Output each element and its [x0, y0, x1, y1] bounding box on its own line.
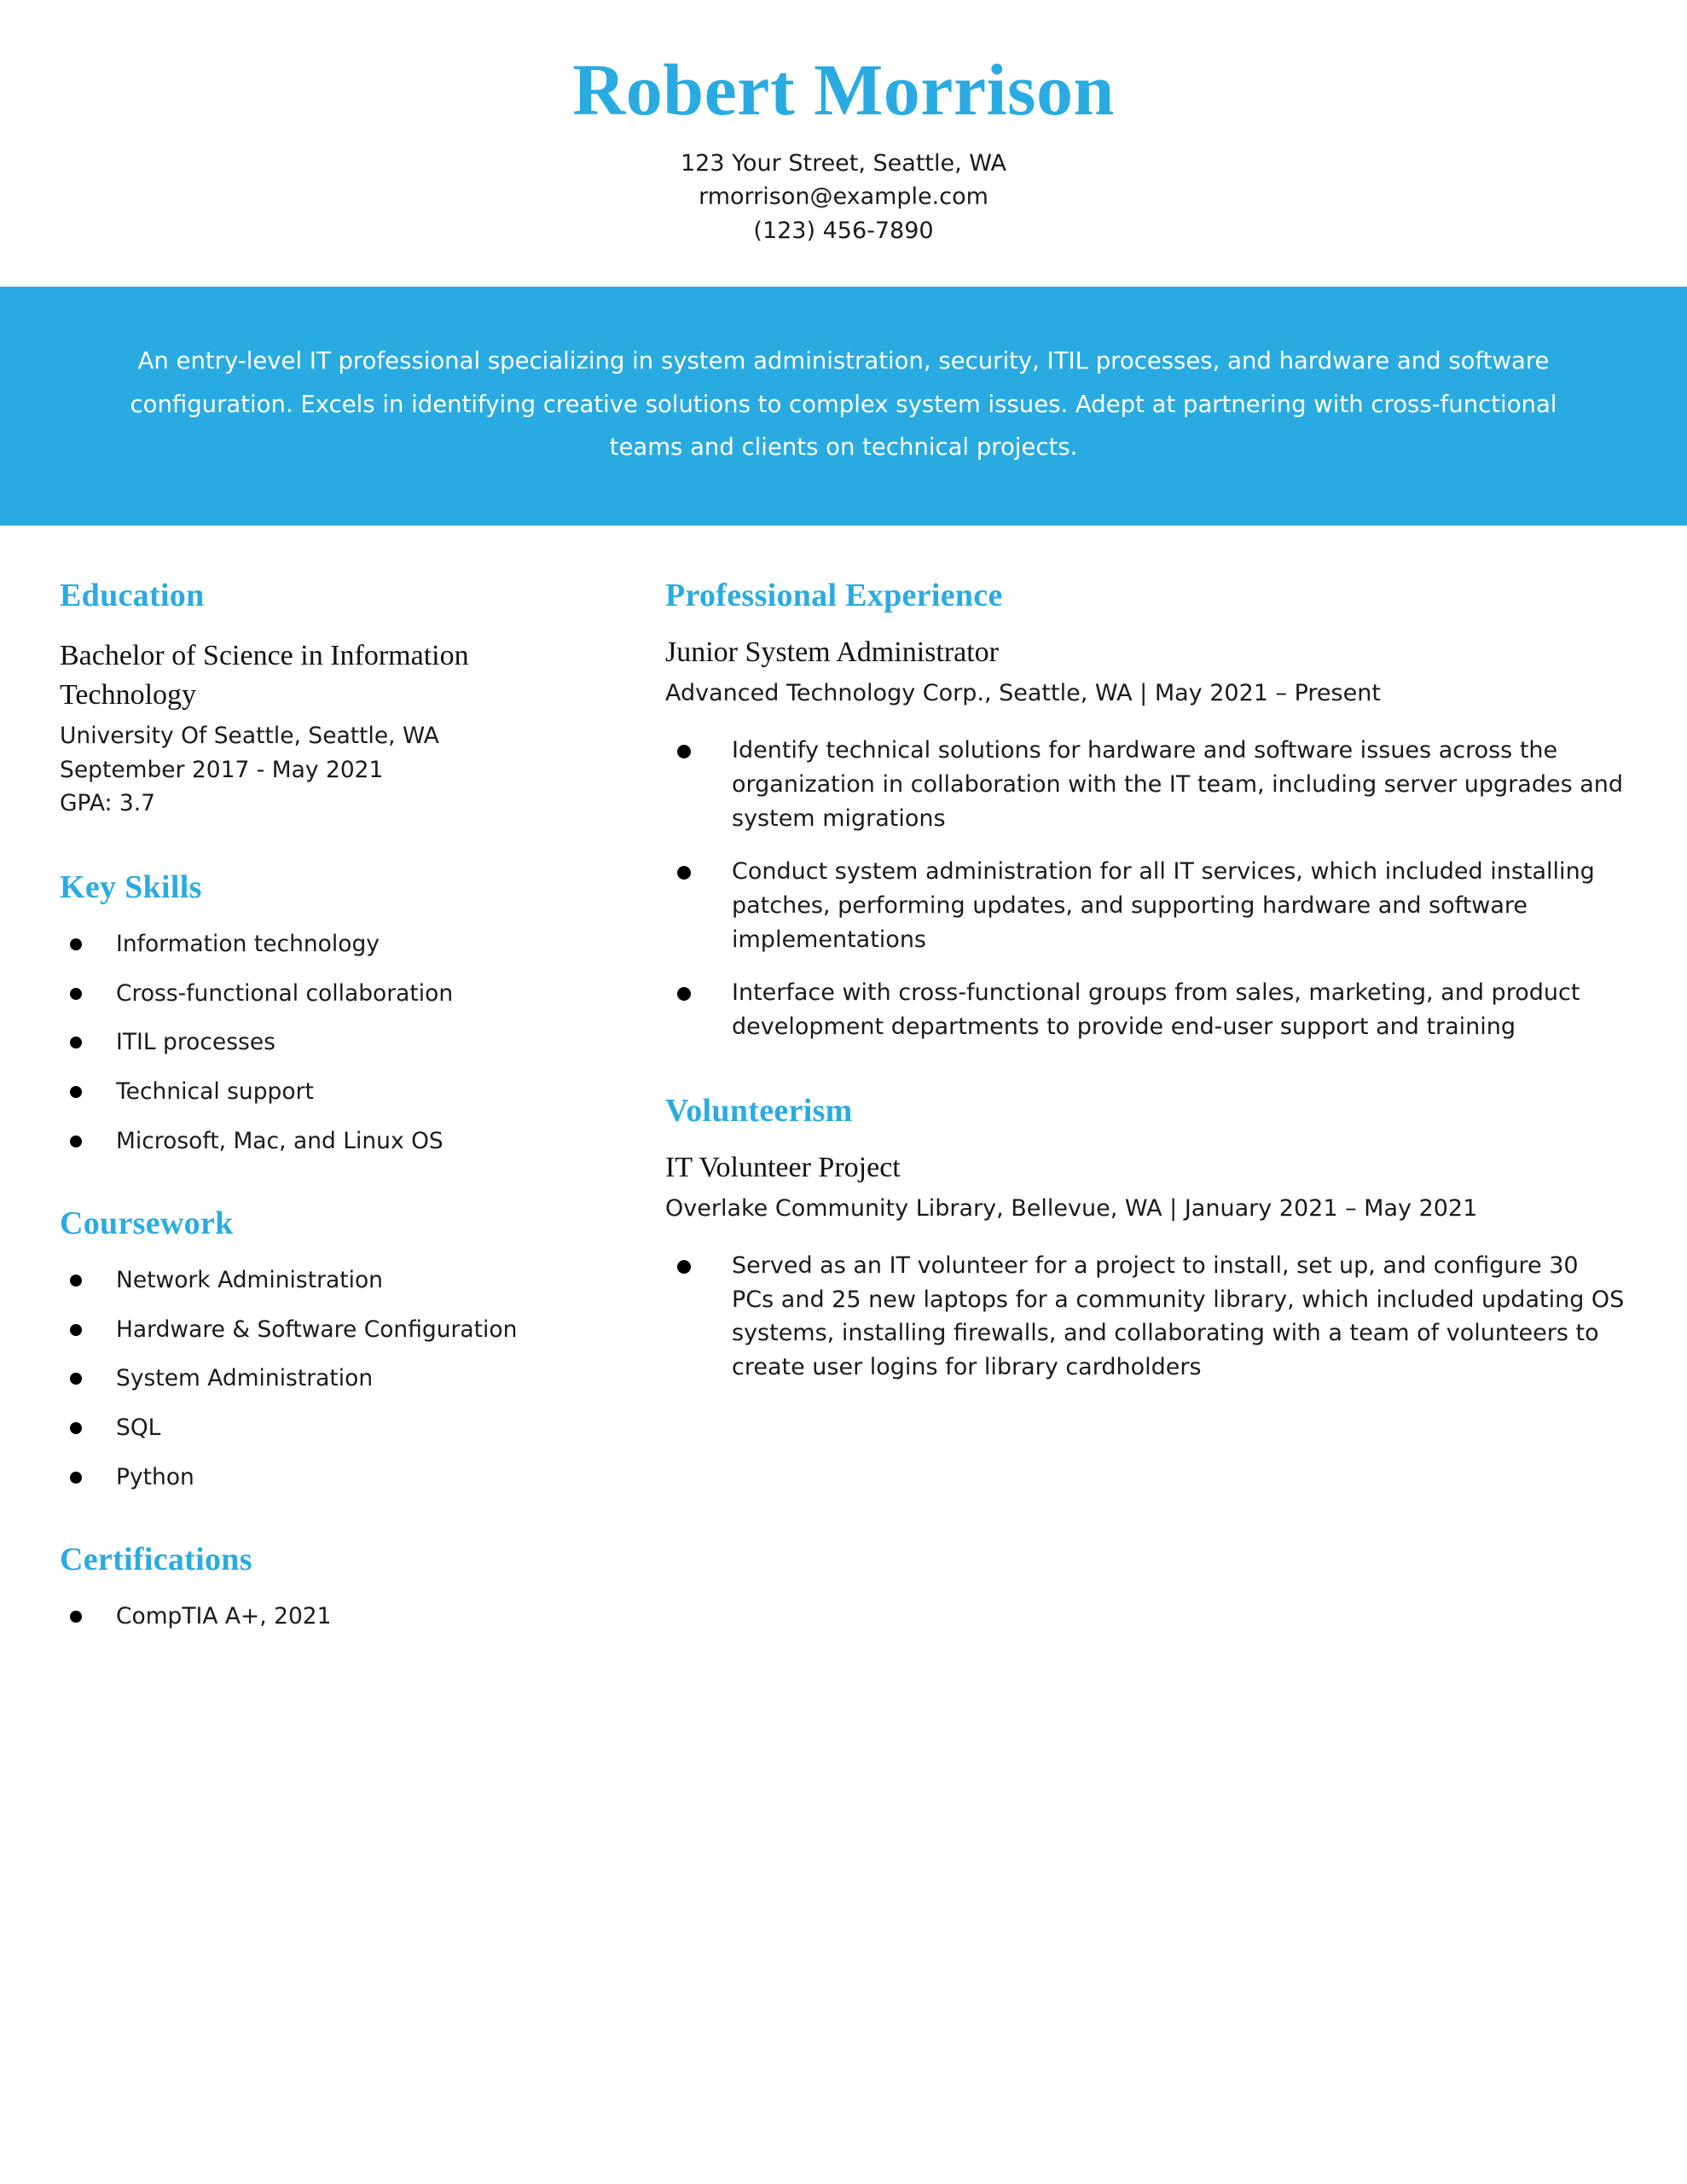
- section-coursework: [60, 1205, 580, 1493]
- list-item: Served as an IT volunteer for a project to install, set up, and configure 30 PCs and 25 new laptops for a community library, which included updating OS systems, installing firewalls, and collaborating with a team of volunteers to create user logins for library cardholders: [665, 1249, 1627, 1385]
- section-certifications: [60, 1541, 580, 1633]
- right-column: [606, 577, 1627, 1403]
- section-professional-experience: [665, 577, 1627, 1043]
- volunteer-bullets: [665, 1249, 1627, 1385]
- resume-header: [0, 0, 1687, 287]
- job-meta: Advanced Technology Corp., Seattle, WA | May 2021 – Present: [665, 680, 1381, 707]
- section-key-skills: [60, 868, 580, 1157]
- section-education: [60, 577, 580, 821]
- summary-text: An entry-level IT professional specializing in system administration, security, ITIL processes, and hardware and software configuration. Excels in identifying creative solutions to complex system issues. Adept at partnering with cross-functional teams and clients on technical projects.: [130, 346, 1557, 462]
- section-title-education: Education: [60, 578, 205, 614]
- contact-email[interactable]: rmorrison@example.com: [699, 183, 988, 211]
- contact-phone: (123) 456-7890: [753, 217, 934, 244]
- contact-block: [0, 147, 1687, 247]
- list-item: Python: [60, 1461, 580, 1494]
- section-title-key-skills: Key Skills: [60, 869, 202, 906]
- section-title-certifications: Certifications: [60, 1542, 252, 1578]
- education-degree: Bachelor of Science in Information Technology: [60, 640, 469, 711]
- key-skills-list: [60, 928, 580, 1157]
- education-gpa: GPA: 3.7: [60, 790, 155, 817]
- coursework-list: [60, 1264, 580, 1493]
- resume-body: [0, 526, 1687, 1650]
- section-title-coursework: Coursework: [60, 1205, 234, 1242]
- volunteer-role: IT Volunteer Project: [665, 1151, 901, 1183]
- volunteer-meta: Overlake Community Library, Bellevue, WA | January 2021 – May 2021: [665, 1194, 1478, 1222]
- section-title-experience: Professional Experience: [665, 578, 1003, 614]
- volunteer-entry: [665, 1152, 1627, 1385]
- section-title-volunteerism: Volunteerism: [665, 1092, 853, 1129]
- job-role: Junior System Administrator: [665, 636, 999, 669]
- contact-address: 123 Your Street, Seattle, WA: [681, 150, 1006, 177]
- list-item: Conduct system administration for all IT services, which included installing patches, performing updates, and supporting hardware and software implementations: [665, 855, 1627, 957]
- list-item: CompTIA A+, 2021: [60, 1600, 580, 1633]
- list-item: Interface with cross-functional groups from sales, marketing, and product development departments to provide end-user support and training: [665, 976, 1627, 1044]
- job-bullets: [665, 734, 1627, 1044]
- list-item: Information technology: [60, 928, 580, 961]
- list-item: Technical support: [60, 1076, 580, 1108]
- section-volunteerism: [665, 1092, 1627, 1385]
- list-item: Identify technical solutions for hardware and software issues across the organization in collaboration with the IT team, including server upgrades and system migrations: [665, 734, 1627, 836]
- summary-band: [0, 287, 1687, 526]
- list-item: Microsoft, Mac, and Linux OS: [60, 1125, 580, 1158]
- list-item: ITIL processes: [60, 1026, 580, 1059]
- list-item: Hardware & Software Configuration: [60, 1314, 580, 1346]
- certifications-list: [60, 1600, 580, 1633]
- list-item: Cross-functional collaboration: [60, 978, 580, 1010]
- education-school: University Of Seattle, Seattle, WA: [60, 722, 439, 749]
- list-item: SQL: [60, 1412, 580, 1444]
- education-dates: September 2017 - May 2021: [60, 756, 384, 783]
- candidate-name: Robert Morrison: [572, 49, 1115, 131]
- list-item: System Administration: [60, 1362, 580, 1395]
- left-column: [60, 577, 606, 1650]
- experience-entry: [665, 636, 1627, 1043]
- list-item: Network Administration: [60, 1264, 580, 1297]
